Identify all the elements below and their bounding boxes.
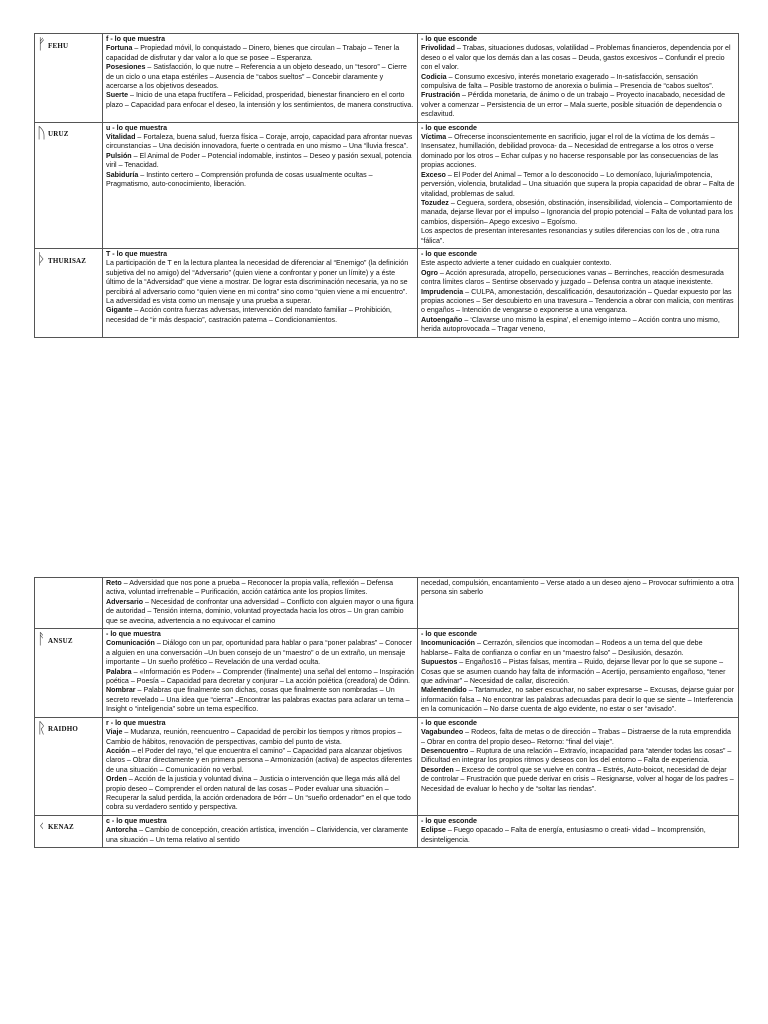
- rune-row: [35, 578, 739, 629]
- rune-name: FEHU: [48, 41, 69, 50]
- entry-text: – «Información es Poder» – Comprender (finalmente) una señal del entorno – Inspiración poética – Poesía – Capacidad para decretar y conjurar – La acción poiética (creadora) de Ódinn.: [106, 667, 414, 686]
- entry-text: Este aspecto advierte a tener cuidado en cualquier contexto.: [421, 259, 612, 268]
- entry-text: – Fuego opacado – Falta de energía, entusiasmo o creati- vidad – Incomprensión, desinteligencia.: [421, 826, 706, 844]
- rune-glyph-icon: ᚠ: [37, 35, 47, 53]
- rune-cell: [35, 34, 103, 123]
- shows-heading: T - lo que muestra: [106, 249, 168, 258]
- entry-text: – CULPA, amonestación, descalificación, desautorización – Quedar expuesto por las propias acciones – Ser descubierto en una travesura – Tendencia a obrar con malicia, con mentiras o engaños – Intención de vengarse o exponerse a una venganza.: [421, 287, 734, 315]
- entry-term: Malentendido: [421, 686, 467, 695]
- entry-paragraph: [106, 63, 414, 91]
- entry-term: Supuestos: [421, 658, 458, 667]
- hides-heading: - lo que esconde: [421, 249, 477, 258]
- hides-cell: [418, 122, 739, 248]
- entry-paragraph: [106, 133, 414, 152]
- hides-heading: - lo que esconde: [421, 35, 477, 43]
- rune-table-page-2: [34, 577, 739, 848]
- entry-paragraph: [421, 686, 735, 714]
- entry-text: – Tartamudez, no saber escuchar, no saber expresarse – Excusas, dejarse guiar por información falsa – No encontrar las palabras adecuadas para decir lo que se siente – Interferencia en la comunicación – No darse cuenta de algo evidente, no estar o ser “avisado”.: [421, 686, 734, 714]
- shows-heading: - lo que muestra: [106, 630, 161, 639]
- entry-paragraph: [106, 728, 414, 747]
- rune-cell: [35, 122, 103, 248]
- entry-paragraph: [106, 668, 414, 687]
- entry-term: Adversario: [106, 597, 144, 606]
- hides-cell: [418, 34, 739, 123]
- entry-term: Imprudencia: [421, 287, 464, 296]
- entry-paragraph: [421, 728, 735, 747]
- entry-paragraph: [421, 227, 735, 246]
- entry-paragraph: [106, 639, 414, 667]
- entry-paragraph: [106, 686, 414, 714]
- shows-cell: [103, 717, 418, 815]
- shows-cell: [103, 248, 418, 337]
- entry-text: – El Poder del Animal – Temor a lo desconocido – Lo demoníaco, lujuria/impotencia, perversión, violencia, brutalidad – Una situación que supera la propia capacidad de obrar – Falta de vitalidad, problemas de salud.: [421, 170, 735, 198]
- shows-heading: u - lo que muestra: [106, 123, 168, 132]
- entry-text: – Rodeos, falta de metas o de dirección – Trabas – Distraerse de la ruta emprendida – Obrar en contra del propio deseo– Retorno: “final del viaje”.: [421, 728, 731, 746]
- hides-heading: - lo que esconde: [421, 718, 477, 727]
- entry-text: – Ruptura de una relación – Extravío, incapacidad para “atender todas las cosas” – Dificultad en integrar los propios ritmos y deseos con los del entorno – Falta de experiencia.: [421, 746, 732, 765]
- entry-text: necedad, compulsión, encantamiento – Verse atado a un deseo ajeno – Provocar sufrimiento a otra persona sin saberlo: [421, 579, 734, 597]
- entry-term: Autoengaño: [421, 315, 463, 324]
- shows-heading: r - lo que muestra: [106, 718, 166, 727]
- entry-text: – Propiedad móvil, lo conquistado – Dinero, bienes que circulan – Trabajo – Tener la capacidad de disfrutar y dar valor a lo que se posee – Esperanza.: [106, 44, 400, 62]
- entry-term: Eclipse: [421, 826, 446, 835]
- entry-term: Gigante: [106, 306, 133, 315]
- hides-cell: [418, 815, 739, 847]
- entry-paragraph: [421, 747, 735, 766]
- hides-cell: [418, 248, 739, 337]
- entry-text: – Ofrecerse inconscientemente en sacrificio, jugar el rol de la víctima de los demás – Insensatez, humillación, debilidad provoca- da – Necesidad de entregarse a los otros o verse dominado por los otros – Echar culpas y no hacerse responsable por las consecuencias de las propias acciones.: [421, 133, 719, 170]
- entry-paragraph: [106, 579, 414, 598]
- entry-paragraph: [421, 171, 735, 199]
- entry-term: Fortuna: [106, 44, 133, 53]
- rune-glyph-icon: ᚱ: [37, 718, 47, 737]
- entry-text: – el Poder del rayo, “el que encuentra el camino” – Capacidad para alcanzar objetivos claros – Obrar directamente y en primera persona – Armonización (activa) de aspectos diferentes de una situación – Comunicación no verbal.: [106, 746, 412, 774]
- rune-glyph-icon: ᚦ: [37, 249, 47, 268]
- rune-table-page-1: [34, 33, 739, 338]
- hides-heading: - lo que esconde: [421, 816, 477, 825]
- rune-row: [35, 122, 739, 248]
- shows-heading: c - lo que muestra: [106, 816, 167, 825]
- entry-term: Frivolidad: [421, 44, 455, 53]
- entry-paragraph: [421, 73, 735, 92]
- entry-term: Tozudez: [421, 198, 449, 207]
- entry-term: Sabiduría: [106, 170, 139, 179]
- rune-cell: [35, 629, 103, 718]
- entry-text: – Pérdida monetaria, de ánimo o de un trabajo – Proyecto inacabado, necesidad de volver a comenzar – Persistencia de un error – Mala suerte, posible situación de dependencia o esclavitud.: [421, 91, 726, 119]
- entry-term: Frustración: [421, 91, 461, 100]
- entry-paragraph: [421, 639, 735, 658]
- entry-paragraph: [421, 259, 735, 268]
- entry-paragraph: [421, 133, 735, 171]
- shows-cell: [103, 629, 418, 718]
- rune-glyph-icon: ᚢ: [37, 123, 47, 142]
- hides-cell: [418, 578, 739, 629]
- entry-term: Posesiones: [106, 63, 146, 72]
- entry-paragraph: [421, 44, 735, 72]
- entry-text: – Exceso de control que se vuelve en contra – Estrés, Auto-boicot, necesidad de dejar de controlar – Frustración que puede derivar en crisis – Resignarse, volver al hogar de los padres – Necesidad de evaluar lo hecho y de “soltar las riendas”.: [421, 765, 734, 793]
- entry-paragraph: [106, 598, 414, 626]
- entry-text: – Necesidad de confrontar una adversidad – Conflicto con alguien mayor o una figura de autoridad – Tensión interna, dominio, voluntad proyectada hacia los otros – Un gran cambio que se avecina, advertencia a no equivocar el camino: [106, 597, 414, 625]
- rune-row: [35, 815, 739, 847]
- rune-name: KENAZ: [48, 823, 74, 832]
- entry-term: Reto: [106, 579, 122, 587]
- entry-paragraph: [421, 316, 735, 335]
- entry-paragraph: [421, 579, 735, 598]
- shows-heading: f - lo que muestra: [106, 35, 166, 43]
- entry-text: – Engaños16 – Pistas falsas, mentira – Ruido, dejarse llevar por lo que se supone – Cosas que se asumen cuando hay falta de información – Acertijo, pensamiento engañoso, “tener que adivinar” – Necesidad de callar, discreción.: [421, 658, 726, 686]
- entry-text: – Adversidad que nos pone a prueba – Reconocer la propia valía, reflexión – Defensa activa, voluntad irrefrenable – Purificación, acción catártica ante los propios límites.: [106, 579, 394, 597]
- rune-name: THURISAZ: [48, 256, 87, 265]
- rune-row: [35, 248, 739, 337]
- hides-cell: [418, 629, 739, 718]
- entry-text: – Trabas, situaciones dudosas, volatilidad – Problemas financieros, dependencia por el deseo o el valor que los demás dan a las cosas – Deuda, gastos excesivos – Confundir el precio con el valor.: [421, 44, 731, 72]
- entry-text: – Mudanza, reunión, reencuentro – Capacidad de percibir los tiempos y ritmos propios – Cambio de hábitos, renovación de perspectivas, cambio del punto de vista.: [106, 728, 402, 746]
- hides-cell: [418, 717, 739, 815]
- shows-cell: [103, 122, 418, 248]
- entry-term: Comunicación: [106, 639, 155, 648]
- rune-cell: [35, 578, 103, 629]
- entry-paragraph: [106, 775, 414, 813]
- entry-text: La participación de T en la lectura plantea la necesidad de diferenciar al “Enemigo” (la definición subjetiva del no amigo) del “Adversario” (quien viene a confrontar y poner un límite) y a éste último de la “Adversidad” que viene a mostrar. De lograr esta discriminación necesaria, ya no se percibirá al adversario como “quien viene en mi contra” sino como “quien viene a mi encuentro”. La adversidad es vista como un mensaje y una prueba a superar.: [106, 259, 409, 305]
- entry-text: – El Animal de Poder – Potencial indomable, instintos – Deseo y pasión sexual, potencia viril – Tenacidad.: [106, 151, 412, 170]
- entry-term: Suerte: [106, 91, 129, 100]
- entry-term: Víctima: [421, 133, 447, 142]
- entry-text: – Diálogo con un par, oportunidad para hablar o para “poner palabras” – Conocer a alguien en una conversación –Un buen consejo de un “maestro” o de un extraño, un mensaje importante – Un sueño profético – Revelación de una verdad oculta.: [106, 639, 412, 667]
- entry-term: Desorden: [421, 765, 454, 774]
- rune-cell: [35, 815, 103, 847]
- entry-paragraph: [106, 44, 414, 63]
- entry-paragraph: [106, 171, 414, 190]
- entry-text: – Acción contra fuerzas adversas, intervención del mandato familiar – Prohibición, necesidad de “ir más despacio”, castración paterna – Condicionamientos.: [106, 306, 392, 324]
- entry-term: Desencuentro: [421, 746, 469, 755]
- rune-glyph-icon: ᚨ: [37, 630, 47, 649]
- rune-cell: [35, 717, 103, 815]
- entry-paragraph: [106, 306, 414, 325]
- entry-term: Incomunicación: [421, 639, 475, 648]
- entry-term: Nombrar: [106, 686, 136, 695]
- entry-text: Los aspectos de presentan interesantes resonancias y sutiles diferencias con los de , otra runa “fálica”.: [421, 227, 720, 245]
- entry-term: Codicia: [421, 72, 447, 81]
- hides-heading: - lo que esconde: [421, 123, 477, 132]
- entry-term: Antorcha: [106, 826, 138, 835]
- entry-term: Palabra: [106, 667, 132, 676]
- entry-term: Viaje: [106, 728, 123, 737]
- entry-term: Pulsión: [106, 151, 132, 160]
- entry-text: – ‘Clavarse uno mismo la espina’, el enemigo interno – Acción contra uno mismo, herida autoprovocada – Tragar veneno,: [421, 315, 720, 334]
- entry-text: – Acción apresurada, atropello, persecuciones vanas – Berrinches, reacción desmesurada contra límites claros – Sentirse observado y juzgado – Defensa contra un ataque inexistente.: [421, 268, 724, 287]
- entry-paragraph: [106, 259, 414, 306]
- rune-row: [35, 34, 739, 123]
- entry-paragraph: [421, 288, 735, 316]
- entry-paragraph: [421, 766, 735, 794]
- entry-term: Vagabundeo: [421, 728, 464, 737]
- entry-paragraph: [421, 658, 735, 686]
- entry-paragraph: [421, 91, 735, 119]
- entry-text: – Instinto certero – Comprensión profunda de cosas usualmente ocultas – Pragmatismo, auto-conocimiento, liberación.: [106, 170, 373, 189]
- rune-name: ANSUZ: [48, 636, 73, 645]
- shows-cell: [103, 34, 418, 123]
- entry-paragraph: [106, 747, 414, 775]
- entry-paragraph: [421, 199, 735, 227]
- rune-cell: [35, 248, 103, 337]
- entry-text: – Consumo excesivo, interés monetario exagerado – In-satisfacción, sensación compulsiva de falta – Posible trastorno de anorexia o bulimia – Presencia de “cabos sueltos”.: [421, 72, 714, 91]
- shows-cell: [103, 815, 418, 847]
- entry-term: Ogro: [421, 268, 438, 277]
- entry-text: – Inicio de una etapa fructífera – Felicidad, prosperidad, bienestar financiero en el corto plazo – Capacidad para enfocar el deseo, la intensión y los sentimientos, de manera constructiva.: [106, 91, 414, 109]
- entry-paragraph: [421, 269, 735, 288]
- rune-name: RAIDHO: [48, 725, 78, 734]
- entry-paragraph: [106, 152, 414, 171]
- shows-cell: [103, 578, 418, 629]
- entry-term: Acción: [106, 746, 130, 755]
- entry-text: – Acción de la justicia y voluntad divina – Justicia o intervención que llega más allá del propio deseo – Comprender el orden natural de las cosas – Poder evaluar una situación – Recuperar la salud perdida, la acción ordenadora de Þórr – Un “sueño ordenador” en el que todo cobra su verdadero sentido y perspectiva.: [106, 775, 411, 812]
- entry-term: Vitalidad: [106, 133, 136, 142]
- entry-text: – Fortaleza, buena salud, fuerza física – Coraje, arrojo, capacidad para afrontar nuevas circunstancias – Una decisión innovadora, fuerte o centrada en uno mismo – Una “lluvia fresca”.: [106, 133, 413, 151]
- rune-row: [35, 629, 739, 718]
- entry-text: – Satisfacción, lo que nutre – Referencia a un objeto deseado, un “tesoro” – Cierre de un ciclo o una etapa estériles – Ausencia de “cabos sueltos” – Concebir claramente y acercarse a los objetivos deseados.: [106, 63, 407, 91]
- rune-row: [35, 717, 739, 815]
- entry-paragraph: [106, 91, 414, 110]
- entry-text: – Ceguera, sordera, obsesión, obstinación, insensibilidad, violencia – Comportamiento de manada, dejarse llevar por el impulso – Ignorancia del propio potencial – Falta de voluntad para los cambios, dispersión– Apego excesivo – Egoísmo.: [421, 198, 733, 226]
- entry-text: – Palabras que finalmente son dichas, cosas que finalmente son nombradas – Un secreto revelado – Una idea que “cierra” –Encontrar las palabras exactas para aclarar un tema – Insight o “inteligencia” sobre un tema específico.: [106, 686, 410, 714]
- entry-text: – Cambio de concepción, creación artística, invención – Clarividencia, ver claramente una situación – Un tema relativo al sentido: [106, 826, 409, 844]
- rune-name: URUZ: [48, 130, 69, 139]
- entry-term: Exceso: [421, 170, 446, 179]
- entry-paragraph: [421, 826, 735, 845]
- entry-term: Orden: [106, 775, 127, 784]
- rune-glyph-icon: ᚲ: [37, 816, 47, 835]
- hides-heading: - lo que esconde: [421, 630, 477, 639]
- entry-paragraph: [106, 826, 414, 845]
- entry-text: – Cerrazón, silencios que incomodan – Rodeos a un tema del que debe hablarse– Falta de confianza o confiar en un “maestro falso” – Desilusión, desazón.: [421, 639, 703, 657]
